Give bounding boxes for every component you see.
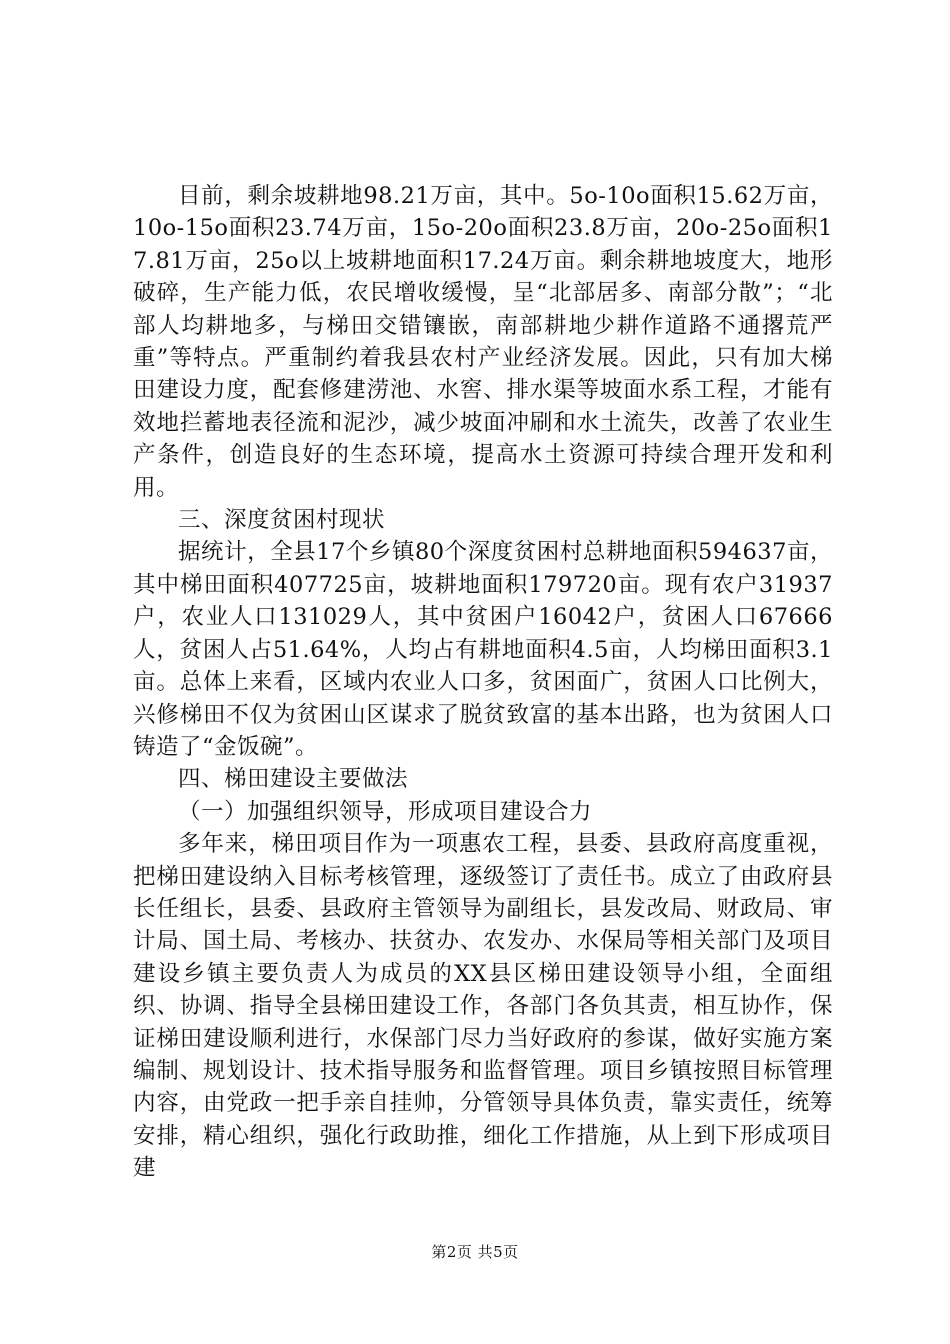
paragraph-organization: 多年来，梯田项目作为一项惠农工程，县委、县政府高度重视，把梯田建设纳入目标考核管理，逐级签订了责任书。成立了由政府县长任组长，县委、县政府主管领导为副组长，县发改局、财政局、审计局、国土局、考核办、扶贫办、农发办、水保局等相关部门及项目建设乡镇主要负责人为成员的XX县区梯田建设领导小组，全面组织、协调、指导全县梯田建设工作，各部门各负其责，相互协作，保证梯田建设顺利进行，水保部门尽力当好政府的参谋，做好实施方案编制、规划设计、技术指导服务和监督管理。项目乡镇按照目标管理内容，由党政一把手亲自挂帅，分管领导具体负责，靠实责任，统筹安排，精心组织，强化行政助推，细化工作措施，从上到下形成项目建 — [133, 831, 833, 1182]
document-body — [133, 180, 833, 1185]
paragraph-slope-land: 目前，剩余坡耕地98.21万亩，其中。5o-10o面积15.62万亩，10o-15o面积23.74万亩，15o-20o面积23.8万亩，20o-25o面积17.81万亩，25o以上坡耕地面积17.24万亩。剩余耕地坡度大，地形破碎，生产能力低，农民增收缓慢，呈“北部居多、南部分散”；“北部人均耕地多，与梯田交错镶嵌，南部耕地少耕作道路不通撂荒严重”等特点。严重制约着我县农村产业经济发展。因此，只有加大梯田建设力度，配套修建涝池、水窖、排水渠等坡面水系工程，才能有效地拦蓄地表径流和泥沙，减少坡面冲刷和水土流失，改善了农业生产条件，创造良好的生态环境，提高水土资源可持续合理开发和利用。 — [133, 183, 833, 501]
section-heading-3: 三、深度贫困村现状 — [178, 507, 386, 534]
page-footer — [0, 1242, 950, 1262]
page-indicator: 第2页 共5页 — [431, 1243, 519, 1261]
paragraph-poverty-stats: 据统计，全县17个乡镇80个深度贫困村总耕地面积594637亩，其中梯田面积407725亩，坡耕地面积179720亩。现有农户31937户，农业人口131029人，其中贫困户16042户，贫困人口67666人，贫困人占51.64%，人均占有耕地面积4.5亩，人均梯田面积3.1亩。总体上来看，区域内农业人口多，贫困面广，贫困人口比例大，兴修梯田不仅为贫困山区谋求了脱贫致富的基本出路，也为贫困人口铸造了“金饭碗”。 — [133, 539, 833, 760]
subsection-heading-1: （一）加强组织领导，形成项目建设合力 — [178, 798, 593, 825]
section-heading-4: 四、梯田建设主要做法 — [178, 766, 409, 793]
